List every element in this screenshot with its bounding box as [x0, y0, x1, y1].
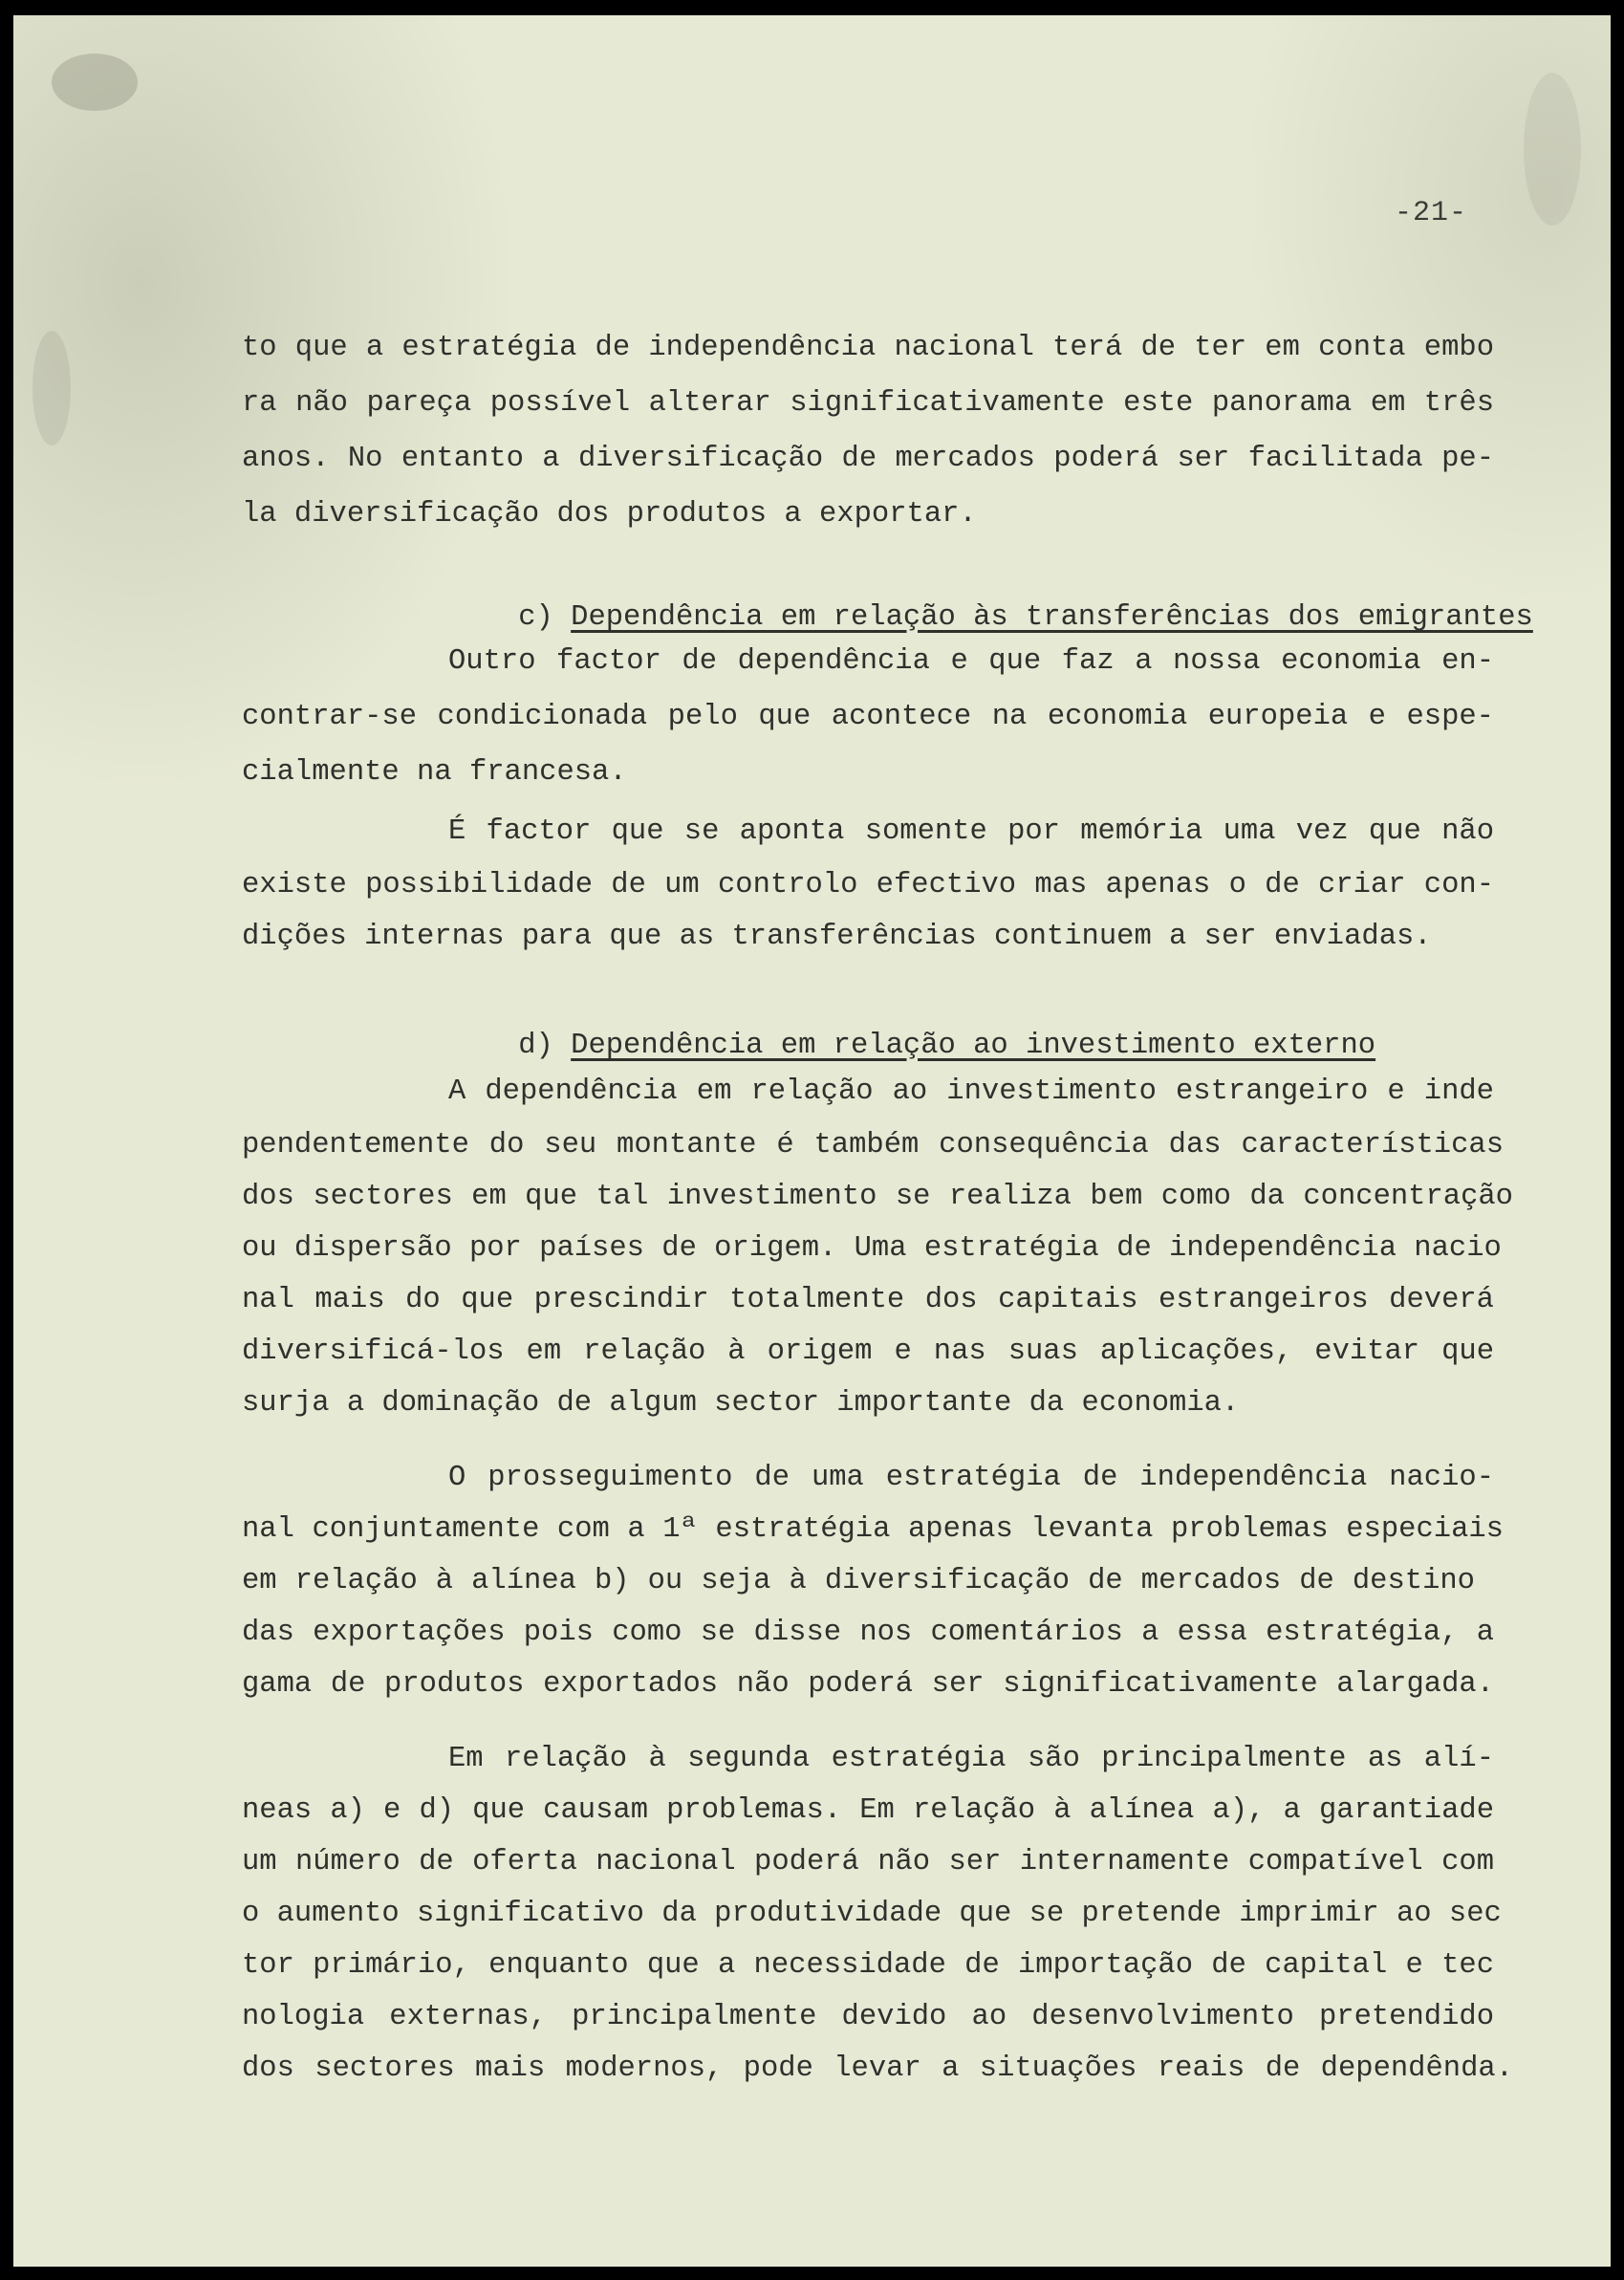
- section-heading-d: [448, 994, 1376, 1062]
- text-line: cialmente na francesa.: [242, 756, 627, 789]
- text-line: dos sectores em que tal investimento se realiza bem como da concentração: [242, 1181, 1513, 1213]
- paper-stain: [52, 54, 138, 111]
- text-line: neas a) e d) que causam problemas. Em relação à alínea a), a garantiade: [242, 1794, 1494, 1827]
- heading-title: Dependência em relação ao investimento externo: [571, 1030, 1376, 1062]
- heading-prefix: c): [518, 601, 553, 634]
- text-line: O prosseguimento de uma estratégia de independência nacio-: [448, 1462, 1494, 1494]
- text-line: to que a estratégia de independência nacional terá de ter em conta embo: [242, 332, 1494, 364]
- document-page: [13, 15, 1611, 2267]
- text-line: ou dispersão por países de origem. Uma estratégia de independência nacio: [242, 1232, 1502, 1265]
- text-line: ra não pareça possível alterar significativamente este panorama em três: [242, 387, 1494, 420]
- heading-prefix: d): [518, 1030, 553, 1062]
- page-number: -21-: [1395, 197, 1468, 229]
- text-line: la diversificação dos produtos a exportar.: [242, 498, 977, 531]
- text-line: Outro factor de dependência e que faz a nossa economia en-: [448, 645, 1494, 678]
- text-line: nal mais do que prescindir totalmente dos capitais estrangeiros deverá: [242, 1284, 1494, 1316]
- text-line: nologia externas, principalmente devido ao desenvolvimento pretendido: [242, 2001, 1494, 2033]
- text-line: anos. No entanto a diversificação de mercados poderá ser facilitada pe-: [242, 443, 1494, 475]
- text-line: diversificá-los em relação à origem e nas suas aplicações, evitar que: [242, 1335, 1494, 1368]
- text-line: nal conjuntamente com a 1ª estratégia apenas levanta problemas especiais: [242, 1513, 1504, 1546]
- text-line: em relação à alínea b) ou seja à diversificação de mercados de destino: [242, 1565, 1475, 1597]
- text-line: A dependência em relação ao investimento estrangeiro e inde: [448, 1075, 1494, 1108]
- text-line: Em relação à segunda estratégia são principalmente as alí-: [448, 1743, 1494, 1775]
- paper-stain: [1524, 73, 1581, 226]
- text-line: um número de oferta nacional poderá não ser internamente compatível com: [242, 1846, 1494, 1878]
- section-heading-c: [448, 566, 1533, 634]
- text-line: existe possibilidade de um controlo efectivo mas apenas o de criar con-: [242, 869, 1494, 901]
- text-line: pendentemente do seu montante é também consequência das características: [242, 1129, 1504, 1162]
- text-line: o aumento significativo da produtividade que se pretende imprimir ao sec: [242, 1898, 1502, 1930]
- text-line: dos sectores mais modernos, pode levar a situações reais de dependênda.: [242, 2052, 1513, 2085]
- text-line: dições internas para que as transferências continuem a ser enviadas.: [242, 921, 1432, 953]
- text-line: tor primário, enquanto que a necessidade de importação de capital e tec: [242, 1949, 1494, 1982]
- text-line: É factor que se aponta somente por memória uma vez que não: [448, 815, 1494, 848]
- text-line: contrar-se condicionada pelo que acontece na economia europeia e espe-: [242, 701, 1494, 733]
- text-line: gama de produtos exportados não poderá ser significativamente alargada.: [242, 1668, 1494, 1701]
- paper-stain: [32, 331, 71, 445]
- text-line: surja a dominação de algum sector importante da economia.: [242, 1387, 1240, 1420]
- heading-title: Dependência em relação às transferências dos emigrantes: [571, 601, 1533, 634]
- text-line: das exportações pois como se disse nos comentários a essa estratégia, a: [242, 1617, 1494, 1649]
